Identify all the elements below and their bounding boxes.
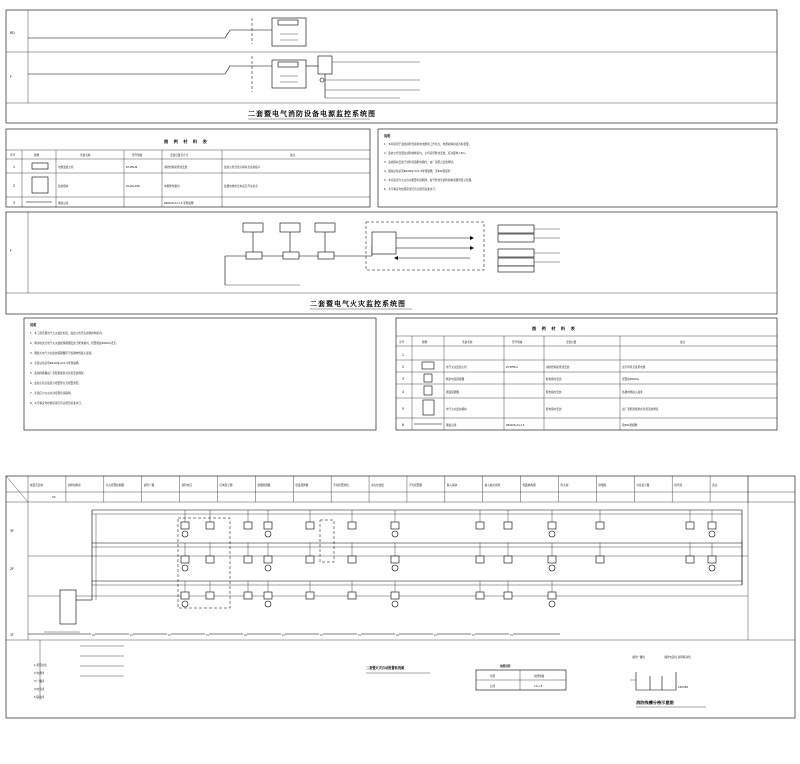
device-symbol	[348, 522, 356, 529]
panel3-header-5: 区域显示器	[219, 484, 233, 487]
device-symbol	[708, 522, 716, 529]
notes1-line-4: 4、通信总线采用ZR-RVS-2×1.5穿管暗敷，穿JDG管保护。	[384, 170, 453, 173]
device-symbol	[391, 592, 399, 599]
legend2-r6-name: 通信总线	[446, 424, 457, 427]
panel3-header-10: 声光报警器	[408, 484, 422, 487]
legend2-r1-no: 1	[402, 353, 405, 357]
device-symbol	[504, 556, 512, 563]
legend2-r4-name: 测温探测器	[446, 391, 459, 394]
legend1-h4: 安装位置及方式	[170, 154, 189, 157]
panel3-title: 二套暨火灾自动报警系统图	[366, 666, 405, 670]
trunking-section	[636, 672, 676, 690]
panel1-title: 二套暨电气消防设备电源监控系统图	[248, 110, 376, 118]
panel3-header-11: 输入模块	[446, 484, 458, 487]
legend2-r3-pos: 配电箱内安装	[546, 378, 562, 381]
device-symbol	[264, 522, 272, 529]
panel3-legend-line-5: 5.联动线	[34, 696, 45, 699]
panel3-header-13: 短路隔离器	[522, 484, 536, 487]
legend2-r2-symbol	[422, 362, 434, 369]
small-table-title: 线缆说明	[500, 665, 511, 668]
device-symbol	[504, 522, 512, 529]
legend2-h5: 备注	[680, 341, 686, 344]
small-table-c1: L1~L3	[534, 685, 543, 688]
legend1-h0: 序号	[10, 154, 16, 157]
legend2-r4-no: 4	[402, 390, 405, 394]
notes1-line-5: 5、本系统需与火灾自动报警系统联网，信号传送至消防控制室图形显示装置。	[384, 179, 474, 182]
device-symbol	[206, 592, 214, 599]
notes2-title: 说明	[30, 323, 37, 327]
bus-label-yl: YL	[244, 634, 248, 637]
device-symbol	[306, 556, 314, 563]
legend2-r2-note: 含打印机及备用电源	[622, 366, 646, 369]
bus-label-yl: YL	[396, 634, 400, 637]
fire-alarm-controller	[60, 590, 76, 624]
detector-symbol	[265, 565, 271, 571]
legend1-h2: 设备名称	[80, 154, 91, 157]
legend1-r2-pos: 电源配电箱内	[164, 185, 180, 188]
detector-symbol	[709, 565, 715, 571]
notes2-line-5: 5、监控探测器由厂家配套提供并负责安装调试。	[30, 372, 87, 375]
panel3-header-12: 输入输出模块	[484, 484, 501, 487]
legend2-title: 图 例 材 料 表	[532, 326, 577, 331]
device-symbol	[548, 556, 556, 563]
legend2-r3-symbol	[424, 374, 432, 382]
panel3-header-3: 消防广播	[143, 484, 155, 487]
bus-label-yl: YL	[282, 634, 286, 637]
detector-symbol	[392, 565, 398, 571]
legend1-title: 图 例 材 料 表	[164, 139, 209, 144]
legend1-r3-name: 通信总线	[58, 202, 69, 205]
fire-monitor-host	[372, 232, 396, 254]
panel3-legend-line-1: 1.报警总线	[34, 664, 47, 667]
legend1-r1-note: 监控主机含显示模块及各类接口	[224, 166, 261, 169]
device-symbol	[306, 592, 314, 599]
detector-symbol	[265, 601, 271, 607]
device-symbol	[476, 522, 484, 529]
legend2-h4: 安装位置	[566, 341, 577, 344]
notes-block-1	[378, 129, 777, 207]
legend2-h2: 设备名称	[462, 341, 473, 344]
floor-label-2f: 2F	[10, 567, 14, 571]
device-symbol	[264, 556, 272, 563]
panel3-header-2: 火灾报警控制器	[105, 484, 124, 487]
panel3-header-16: 水流指示器	[636, 484, 650, 487]
legend1-r1-name: 电源监控主机	[58, 166, 74, 169]
small-table-h0: 线型	[490, 675, 496, 678]
legend2-r5-name: 电气火灾监控模块	[446, 408, 467, 411]
floor-label-1f: 1F	[10, 633, 14, 637]
legend1-r3-no: 3	[13, 201, 16, 205]
detector-symbol	[549, 531, 555, 537]
notes-block-2	[24, 318, 376, 430]
detector-symbol	[182, 531, 188, 537]
device-symbol	[264, 592, 272, 599]
legend2-r3-name: 剩余电流探测器	[446, 378, 465, 381]
legend1-h3: 型号规格	[132, 154, 143, 157]
legend2-h0: 序号	[399, 341, 405, 344]
notes2-line-6: 6、监控主机应能显示报警部位及报警类型。	[30, 382, 81, 385]
legend1-r2-symbol	[32, 177, 48, 193]
legend1-r2-model: ZY-DS-AVR	[126, 185, 140, 188]
legend2-r5-symbol	[423, 400, 434, 415]
notes1-line-6: 6、未尽事宜均按国家现行有关规范标准执行。	[384, 188, 438, 191]
small-table-h1: 线缆规格	[534, 675, 545, 678]
panel3-legend-line-4: 4.电话线	[34, 688, 45, 691]
row-label-f: F	[10, 75, 12, 79]
floor-label-3f: 3F	[10, 529, 14, 533]
device-symbol	[348, 556, 356, 563]
panel3-header-1: 消防控制室	[67, 484, 81, 487]
notes2-line-2: 2、剩余电流式电气火灾监控探测器安装于配电箱内，报警值按300mA设定。	[30, 342, 119, 345]
bus-label-yl: YL	[206, 634, 210, 637]
detector-symbol	[709, 531, 715, 537]
bus-label-yl: YL	[130, 634, 134, 637]
legend1-h1: 图例	[34, 154, 40, 157]
notes1-line-3: 3、监控模块安装于消防设备配电箱内，由厂家配合安装调试。	[384, 161, 456, 164]
notes2-line-4: 4、系统总线采用ZR-RVS-2×1.5穿管暗敷。	[30, 362, 82, 365]
notes2-line-8: 8、未尽事宜均按国家现行有关规范标准执行。	[30, 402, 84, 405]
legend1-r2-name: 监控模块	[58, 185, 69, 188]
panel3-header-9: 消火栓按钮	[371, 484, 385, 487]
legend2-r2-name: 电气火灾监控主机	[446, 366, 467, 369]
legend2-r2-pos: 消防控制室壁挂安装	[546, 366, 570, 369]
panel3-legend-line-2: 2.电源线	[34, 672, 45, 675]
detector-symbol	[549, 601, 555, 607]
device-symbol	[206, 522, 214, 529]
legend2-r6-no: 6	[402, 423, 405, 427]
legend1-r1-no: 1	[13, 165, 16, 169]
device-symbol	[548, 592, 556, 599]
device-symbol	[476, 592, 484, 599]
panel-power-monitoring	[6, 10, 777, 123]
legend2-r3-note: 报警值300mA	[622, 378, 640, 381]
bus-label-yl: YL	[168, 634, 172, 637]
device-symbol	[686, 556, 694, 563]
bus-label-yl: YL	[434, 634, 438, 637]
legend2-r6-note: 穿JDG管暗敷	[622, 424, 638, 427]
bus-label-yl: YL	[510, 634, 514, 637]
panel2-title: 二套暨电气火灾监控系统图	[310, 300, 406, 308]
notes2-line-1: 1、本工程设置电气火灾监控系统，监控主机设在消防控制室内。	[30, 332, 105, 335]
device-symbol	[181, 522, 189, 529]
legend2-r5-note: 由厂家配套提供并负责安装调试	[622, 408, 659, 411]
detector-symbol	[182, 565, 188, 571]
notes1-line-2: 2、监控主机设置在消防控制室内，主机采用壁挂安装，底边距地1.5m。	[384, 152, 468, 155]
legend1-r1-pos: 消防控制室壁挂安装	[164, 166, 188, 169]
notes2-line-7: 7、系统应与火灾自动报警系统联网。	[30, 392, 74, 395]
legend2-r4-symbol	[424, 386, 432, 395]
bus-label-yl: YL	[320, 634, 324, 637]
device-symbol	[548, 522, 556, 529]
bus-label-yl: YL	[472, 634, 476, 637]
bus-label-yl: YL	[358, 634, 362, 637]
device-symbol	[708, 556, 716, 563]
trunking-label-left: 消防广播线	[632, 656, 645, 659]
legend2-r4-note: 监测电缆接头温度	[622, 391, 643, 394]
detector-symbol	[392, 601, 398, 607]
legend2-r2-no: 2	[402, 365, 405, 369]
legend1-h5: 备注	[290, 154, 296, 157]
device-symbol	[181, 556, 189, 563]
small-table-c0: 总线	[490, 685, 496, 688]
detector-symbol	[549, 565, 555, 571]
notes1-line-1: 1、本系统用于监控消防设备供电电源的工作状态，电源故障时能及时报警。	[384, 143, 472, 146]
detector-symbol	[392, 531, 398, 537]
device-symbol	[244, 556, 252, 563]
panel3-header-15: 排烟阀	[598, 484, 607, 487]
device-symbol	[391, 556, 399, 563]
panel3-header-0: 楼层及区域	[30, 484, 43, 487]
legend1-r2-no: 2	[13, 184, 16, 188]
panel3-subheader: XX	[52, 496, 56, 499]
device-symbol	[686, 522, 694, 529]
device-symbol	[348, 592, 356, 599]
device-symbol	[596, 522, 604, 529]
trunking-label-mid: 消防电话线 消防联动线	[664, 656, 691, 659]
legend2-h3: 型号规格	[512, 341, 523, 344]
panel3-header-14: 防火阀	[560, 484, 569, 487]
panel-fire-monitoring	[6, 212, 777, 314]
panel3-header-17: 信号阀	[674, 484, 682, 487]
legend2-r4-pos: 配电箱内安装	[546, 391, 562, 394]
legend1-r3-pos: ZR-RVS-2×1.5 穿管暗敷	[164, 202, 194, 205]
device-symbol	[244, 522, 252, 529]
device-symbol	[596, 556, 604, 563]
detector-symbol	[182, 601, 188, 607]
panel3-header-18: 备注	[712, 484, 718, 487]
panel2-row-label: F	[10, 249, 12, 253]
row-label-rd: RD	[10, 31, 15, 35]
panel3-header-7: 感温探测器	[295, 484, 309, 487]
panel3-header-6: 感烟探测器	[257, 484, 271, 487]
notes2-line-3: 3、测温式电气火灾监控探测器用于监测电缆接头温度。	[30, 352, 94, 355]
legend1-r1-symbol	[32, 163, 48, 169]
legend2-h1: 图例	[422, 341, 428, 344]
notes1-title: 说明	[384, 134, 391, 138]
legend1-r1-model: ZY-PW-M	[126, 166, 138, 169]
panel3-header-4: 消防电话	[181, 484, 192, 487]
legend-table-1	[6, 129, 370, 207]
device-symbol	[504, 592, 512, 599]
panel3-legend-line-3: 3.广播线	[34, 680, 45, 683]
device-symbol	[244, 592, 252, 599]
legend2-r6-model: ZR-RVS-2×1.5	[506, 424, 525, 427]
device-symbol	[476, 556, 484, 563]
legend2-r2-model: ZY-EFM-2	[506, 366, 518, 369]
bus-label-yl: YL	[92, 634, 96, 637]
legend2-r5-pos: 配电箱内安装	[546, 408, 562, 411]
device-symbol	[306, 522, 314, 529]
legend2-r5-no: 5	[402, 407, 405, 411]
device-symbol	[206, 556, 214, 563]
trunking-title: 消防线槽分格示意图	[636, 700, 674, 705]
trunking-dims: 100X50	[678, 686, 689, 689]
panel-fire-alarm-system	[6, 476, 795, 718]
panel3-header-8: 手动报警按钮	[333, 484, 349, 487]
device-symbol	[391, 522, 399, 529]
legend-table-2	[396, 318, 777, 430]
legend2-r3-no: 3	[402, 377, 405, 381]
detector-symbol	[265, 531, 271, 537]
device-symbol	[181, 592, 189, 599]
legend1-r2-note: 监测电源电压电流及开关状态	[224, 185, 258, 188]
